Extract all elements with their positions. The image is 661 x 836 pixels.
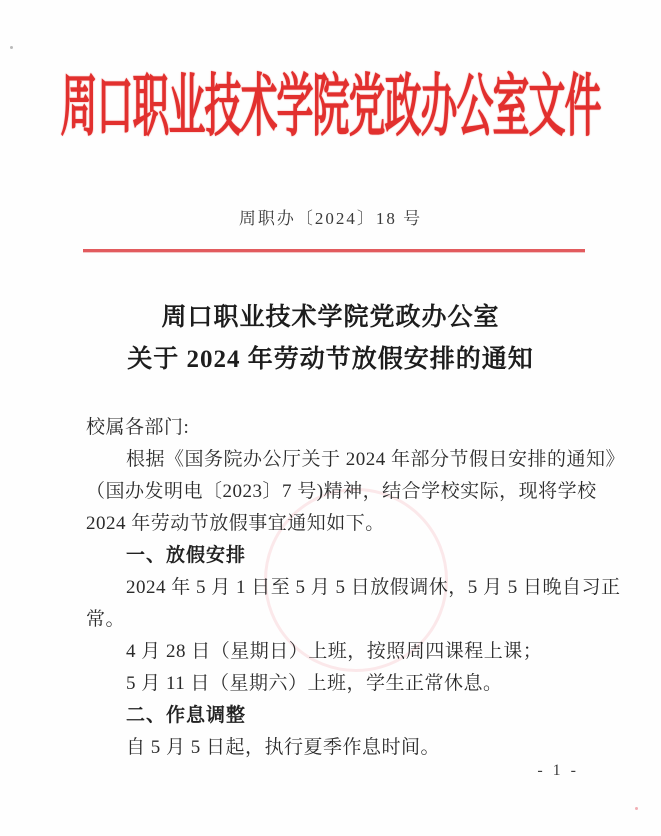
document-title bbox=[0, 297, 661, 381]
document-masthead-red-header: 周口职业技术学院党政办公室文件 bbox=[60, 70, 601, 147]
body-line: 根据《国务院办公厅关于 2024 年部分节假日安排的通知》 bbox=[126, 449, 626, 470]
red-divider-line bbox=[83, 249, 585, 252]
body-line: 常。 bbox=[86, 609, 126, 630]
body-line: 校属各部门: bbox=[86, 417, 190, 438]
document-title-line-1: 周口职业技术学院党政办公室 bbox=[161, 304, 500, 331]
scan-speck-artifact bbox=[10, 46, 13, 49]
body-line: 自 5 月 5 日起，执行夏季作息时间。 bbox=[126, 737, 441, 758]
body-line: 2024 年劳动节放假事宜通知如下。 bbox=[86, 513, 385, 534]
body-line: 4 月 28 日（星期日）上班，按照周四课程上课； bbox=[126, 641, 543, 662]
body-section-heading: 二、作息调整 bbox=[126, 705, 247, 726]
body-line: 2024 年 5 月 1 日至 5 月 5 日放假调休，5 月 5 日晚自习正 bbox=[126, 577, 621, 598]
scan-speck-artifact bbox=[635, 807, 638, 810]
document-reference-number: 周职办〔2024〕18 号 bbox=[238, 209, 423, 228]
page-number: - 1 - bbox=[537, 762, 579, 779]
body-line: 5 月 11 日（星期六）上班，学生正常休息。 bbox=[126, 673, 503, 694]
body-line: （国办发明电〔2023〕7 号)精神，结合学校实际，现将学校 bbox=[86, 481, 597, 502]
body-section-heading: 一、放假安排 bbox=[126, 545, 247, 566]
document-title-line-2: 关于 2024 年劳动节放假安排的通知 bbox=[127, 346, 534, 373]
document-body-text bbox=[86, 412, 626, 764]
